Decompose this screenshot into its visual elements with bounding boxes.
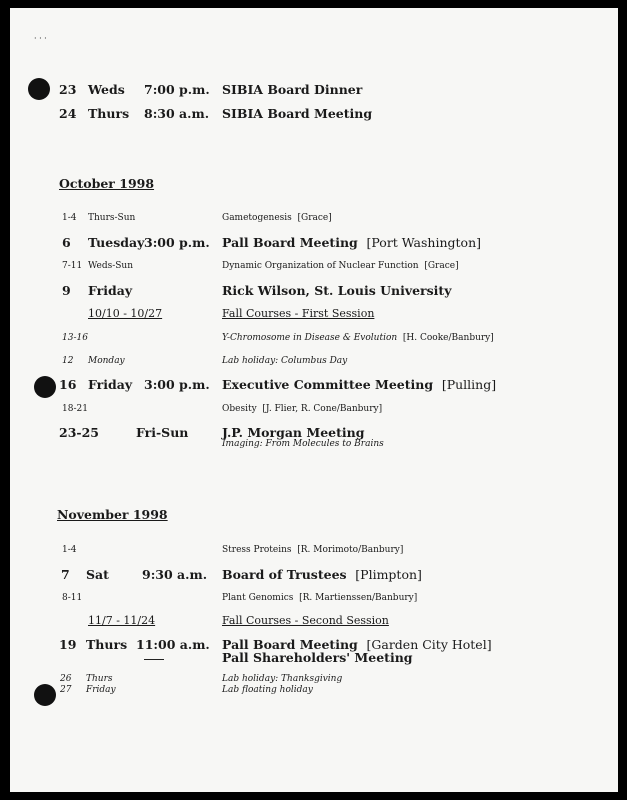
nov-19-event2: Pall Shareholders' Meeting	[222, 650, 413, 665]
nov-7-day: 7	[61, 567, 70, 582]
nov-7-dow: Sat	[86, 567, 109, 582]
november-heading: November 1998	[57, 507, 168, 522]
oct-13-days: 13-16	[62, 333, 88, 343]
october-heading: October 1998	[59, 176, 155, 191]
oct-18-days: 18-21	[62, 404, 88, 414]
nov-19-dash	[144, 659, 164, 660]
oct-16-day: 16	[59, 377, 77, 392]
nov-26-dow: Thurs	[86, 674, 113, 684]
nov-26-event: Lab holiday: Thanksgiving	[222, 674, 343, 684]
punch-hole-top	[28, 78, 50, 100]
nov-1-days: 1-4	[62, 545, 77, 555]
nov-26-day: 26	[60, 674, 72, 684]
punch-hole-middle	[34, 376, 56, 398]
nov-19-time: 11:00 a.m.	[136, 637, 210, 652]
oct-1-event: Gametogenesis [Grace]	[222, 213, 332, 223]
day: 23	[59, 82, 77, 97]
day: 24	[59, 106, 77, 121]
oct-12-day: 12	[62, 356, 74, 366]
oct-13-event: Y-Chromosome in Disease & Evolution [H. Cooke/Banbury]	[222, 333, 494, 343]
oct-7-dow: Weds-Sun	[88, 261, 134, 271]
time: 8:30 a.m.	[144, 106, 210, 121]
nov-19-dow: Thurs	[86, 637, 128, 652]
oct-1-days: 1-4	[62, 213, 77, 223]
nov-1-event: Stress Proteins [R. Morimoto/Banbury]	[222, 545, 404, 555]
event-title: SIBIA Board Dinner	[222, 82, 363, 97]
oct-16-time: 3:00 p.m.	[144, 377, 210, 392]
oct-9-dow: Friday	[88, 283, 133, 298]
oct-9-event: Rick Wilson, St. Louis University	[222, 283, 452, 298]
event-title: SIBIA Board Meeting	[222, 106, 373, 121]
oct-23-dow: Fri-Sun	[136, 425, 189, 440]
oct-12-dow: Monday	[88, 356, 125, 366]
nov-27-event: Lab floating holiday	[222, 685, 313, 695]
oct-23-days: 23-25	[59, 425, 99, 440]
punch-hole-bottom	[34, 684, 56, 706]
oct-23-event: J.P. Morgan Meeting	[222, 425, 365, 440]
oct-16-dow: Friday	[88, 377, 133, 392]
nov-27-dow: Friday	[86, 685, 116, 695]
oct-courses-range: 10/10 - 10/27	[88, 307, 163, 320]
oct-6-dow: Tuesday	[88, 235, 145, 250]
nov-7-time: 9:30 a.m.	[142, 567, 208, 582]
nov-19-event: Pall Board Meeting [Garden City Hotel]	[222, 637, 492, 652]
nov-27-day: 27	[60, 685, 72, 695]
oct-7-event: Dynamic Organization of Nuclear Function [Grace]	[222, 261, 459, 271]
nov-courses-range: 11/7 - 11/24	[88, 614, 156, 627]
oct-23-subtitle: Imaging: From Molecules to Brains	[222, 439, 384, 449]
time: 7:00 p.m.	[144, 82, 210, 97]
oct-12-event: Lab holiday: Columbus Day	[222, 356, 348, 366]
oct-18-event: Obesity [J. Flier, R. Cone/Banbury]	[222, 404, 383, 414]
oct-7-days: 7-11	[62, 261, 83, 271]
nov-19-day: 19	[59, 637, 77, 652]
nov-7-event: Board of Trustees [Plimpton]	[222, 567, 422, 582]
header-mark: · · ·	[34, 34, 47, 43]
nov-8-event: Plant Genomics [R. Martienssen/Banbury]	[222, 593, 418, 603]
nov-8-days: 8-11	[62, 593, 83, 603]
document-page	[10, 8, 618, 792]
oct-1-dow: Thurs-Sun	[88, 213, 136, 223]
oct-6-day: 6	[62, 235, 71, 250]
oct-courses-event: Fall Courses - First Session	[222, 307, 375, 320]
weekday: Weds	[88, 82, 125, 97]
nov-courses-event: Fall Courses - Second Session	[222, 614, 389, 627]
oct-9-day: 9	[62, 283, 71, 298]
oct-16-event: Executive Committee Meeting [Pulling]	[222, 377, 497, 392]
oct-6-event: Pall Board Meeting [Port Washington]	[222, 235, 481, 250]
weekday: Thurs	[88, 106, 130, 121]
oct-6-time: 3:00 p.m.	[144, 235, 210, 250]
